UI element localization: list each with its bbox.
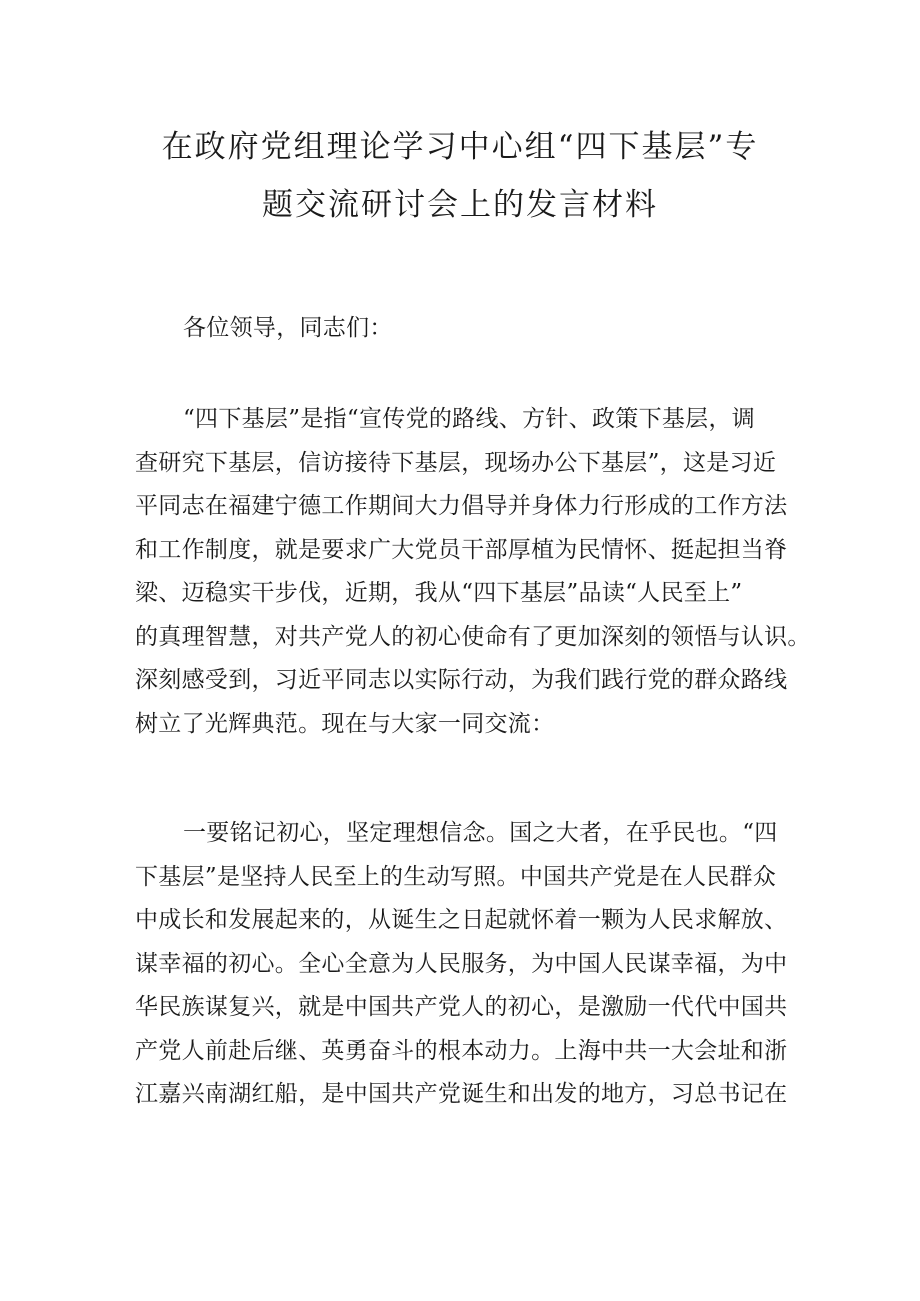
paragraph-line: 一要铭记初心，坚定理想信念。国之大者，在乎民也。“四 [183,820,778,846]
paragraph-line: 查研究下基层，信访接待下基层，现场办公下基层”，这是习近 [135,449,777,476]
paragraph-line: 树立了光辉典范。现在与大家一同交流： [135,710,555,737]
paragraph-line: 谋幸福的初心。全心全意为人民服务，为中国人民谋幸福，为中 [135,950,788,977]
paragraph-line: 华民族谋复兴，就是中国共产党人的初心，是激励一代代中国共 [135,994,788,1020]
salutation [135,307,795,351]
title-line: 题交流研讨会上的发言材料 [262,187,658,223]
document-title [120,118,800,234]
paragraph-line: 的真理智慧，对共产党人的初心使命有了更加深刻的领悟与认识。 [135,623,811,650]
paragraph-line: “四下基层”是指“宣传党的路线、方针、政策下基层，调 [183,406,756,432]
paragraph-line: 和工作制度，就是要求广大党员干部厚植为民情怀、挺起担当脊 [135,536,788,563]
paragraph-line: 深刻感受到，习近平同志以实际行动，为我们践行党的群众路线 [135,667,788,693]
salutation-text: 各位领导，同志们： [183,315,393,341]
paragraph-line: 梁、迈稳实干步伐，近期，我从“四下基层”品读“人民至上” [135,580,743,606]
paragraph-line: 下基层”是坚持人民至上的生动写照。中国共产党是在人民群众 [135,863,777,890]
title-line: 在政府党组理论学习中心组“四下基层”专 [161,129,759,165]
paragraph-line: 中成长和发展起来的，从诞生之日起就怀着一颗为人民求解放、 [135,907,788,933]
paragraph-line: 平同志在福建宁德工作期间大力倡导并身体力行形成的工作方法 [135,493,788,519]
paragraph-intro [135,398,811,746]
paragraph-line: 产党人前赴后继、英勇奋斗的根本动力。上海中共一大会址和浙 [135,1037,788,1064]
paragraph-point-one [135,812,795,1117]
paragraph-line: 江嘉兴南湖红船，是中国共产党诞生和出发的地方，习总书记在 [135,1081,788,1107]
